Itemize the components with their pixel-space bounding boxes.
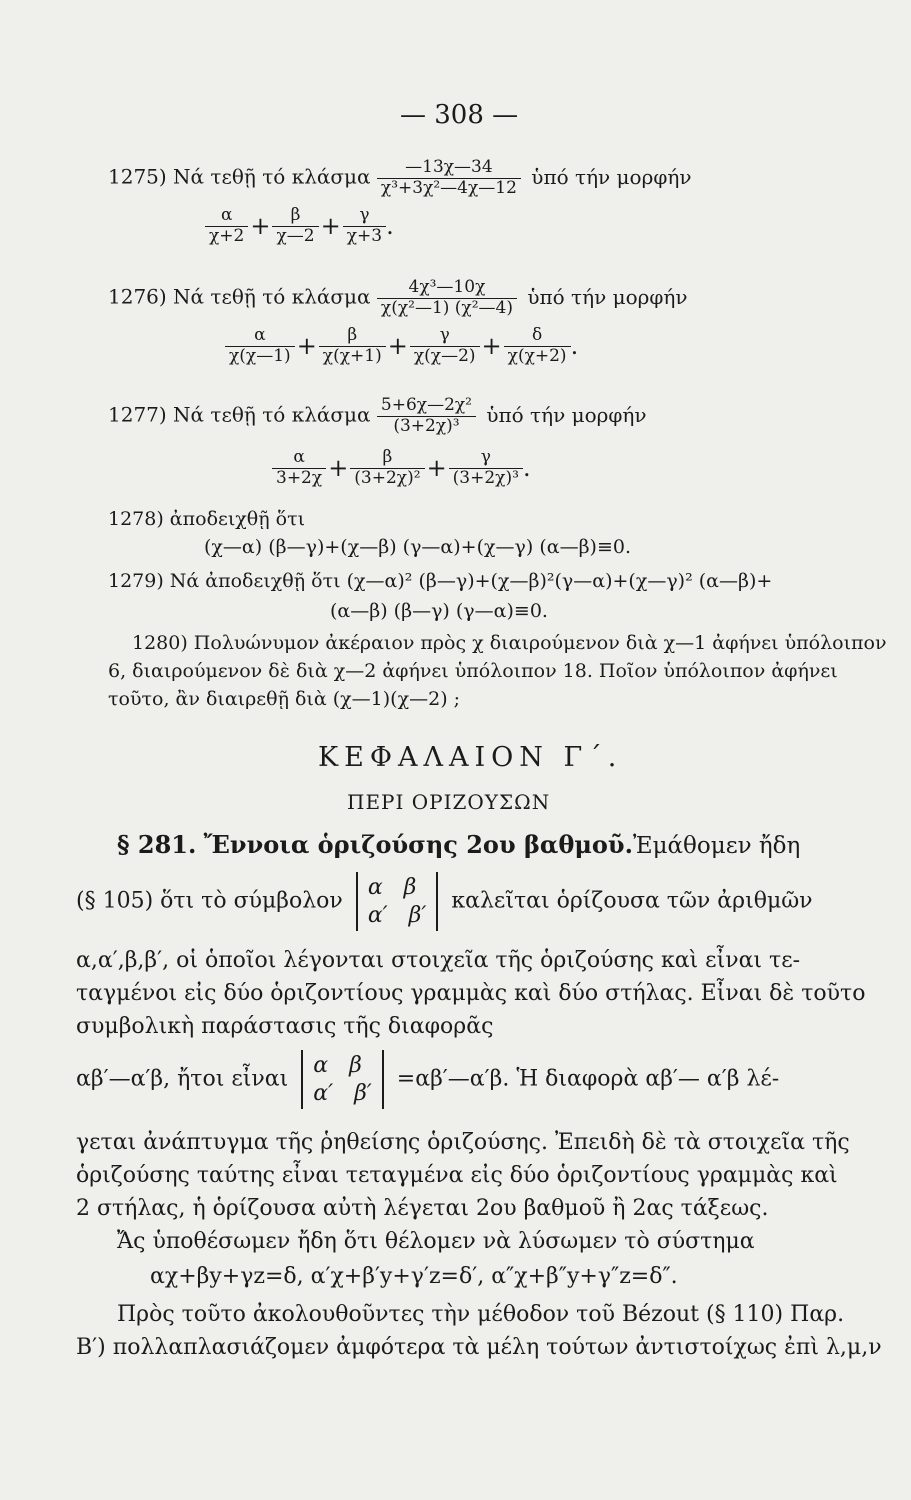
exercise-1278-label: 1278) ἀποδειχθῇ ὅτι bbox=[108, 508, 306, 530]
partial-fraction bbox=[272, 206, 318, 246]
fraction-denominator: χ³+3χ²—4χ—12 bbox=[377, 178, 521, 199]
section-heading-line bbox=[117, 830, 800, 859]
partial-fraction bbox=[272, 448, 326, 488]
section-line-determinant bbox=[76, 872, 813, 931]
partial-fraction bbox=[319, 326, 386, 366]
exercise-1276-suffix: ὑπό τήν μορφήν bbox=[527, 284, 688, 309]
page-number: — 308 — bbox=[400, 100, 519, 130]
plus-sign: + bbox=[250, 212, 271, 241]
fraction-numerator: —13χ—34 bbox=[405, 157, 493, 177]
plus-sign: + bbox=[296, 332, 317, 361]
plus-sign: + bbox=[481, 332, 502, 361]
fraction-numerator: 5+6χ—2χ² bbox=[380, 395, 472, 415]
section-line: 2 στήλας, ἡ ὁρίζουσα αὐτὴ λέγεται 2ου βαθμοῦ ἢ 2ας τάξεως. bbox=[76, 1196, 769, 1221]
exercise-1276-label: 1276) Νά τεθῇ τό κλάσμα bbox=[108, 284, 371, 309]
term-numerator: γ bbox=[439, 325, 450, 345]
section-line-rest: Ἐμάθομεν ἤδη bbox=[632, 833, 801, 859]
term-numerator: α bbox=[254, 325, 266, 345]
section-line: ὁριζούσης ταύτης εἶναι τεταγμένα εἰς δύο ὁριζοντίους γραμμὰς καὶ bbox=[76, 1163, 838, 1188]
determinant-symbol bbox=[301, 1050, 384, 1109]
equation-system: αχ+βy+γz=δ, α′χ+β′y+γ′z=δ′, α″χ+β″y+γ″z=δ″. bbox=[150, 1264, 678, 1289]
plus-sign: + bbox=[328, 454, 349, 483]
term-denominator: (3+2χ)³ bbox=[449, 468, 523, 489]
term-denominator: χ—2 bbox=[272, 226, 318, 247]
section-line: Πρὸς τοῦτο ἀκολουθοῦντες τὴν μέθοδον τοῦ Bézout (§ 110) Παρ. bbox=[117, 1302, 845, 1327]
exercise-1276-fraction bbox=[377, 278, 517, 318]
period: . bbox=[386, 212, 394, 241]
exercise-1278-formula: (χ—α) (β—γ)+(χ—β) (γ—α)+(χ—γ) (α—β)≡0. bbox=[204, 536, 632, 558]
partial-fraction bbox=[205, 206, 248, 246]
exercise-1275-suffix: ὑπό τήν μορφήν bbox=[531, 164, 692, 189]
partial-fraction bbox=[225, 326, 295, 366]
fraction-denominator: χ(χ²—1) (χ²—4) bbox=[377, 298, 517, 319]
term-denominator: χ(χ+1) bbox=[319, 346, 386, 367]
term-numerator: β bbox=[347, 325, 358, 345]
plus-sign: + bbox=[320, 212, 341, 241]
exercise-1279-label: 1279) Νά ἀποδειχθῇ ὅτι bbox=[108, 570, 341, 592]
exercise-1279-formula-1: (χ—α)² (β—γ)+(χ—β)²(γ—α)+(χ—γ)² (α—β)+ bbox=[346, 570, 773, 592]
partial-fraction bbox=[504, 326, 571, 366]
exercise-1277 bbox=[108, 396, 647, 436]
period: . bbox=[570, 332, 579, 361]
exercise-1277-form bbox=[272, 448, 531, 488]
exercise-1276 bbox=[108, 278, 688, 318]
section-line: Ἄς ὑποθέσωμεν ἤδη ὅτι θέλομεν νὰ λύσωμεν τὸ σύστημα bbox=[117, 1229, 755, 1254]
fraction-denominator: (3+2χ)³ bbox=[377, 416, 476, 437]
term-numerator: γ bbox=[480, 447, 491, 467]
term-numerator: γ bbox=[359, 205, 370, 225]
exercise-1275-form bbox=[205, 206, 394, 246]
section-line: συμβολικὴ παράστασις τῆς διαφορᾶς bbox=[76, 1014, 494, 1039]
partial-fraction bbox=[449, 448, 523, 488]
term-numerator: β bbox=[382, 447, 393, 467]
exercise-1279-formula-2: (α—β) (β—γ) (γ—α)≡0. bbox=[330, 600, 548, 622]
period: . bbox=[522, 454, 531, 483]
section-line: Β′) πολλαπλασιάζομεν ἀμφότερα τὰ μέλη τούτων ἀντιστοίχως ἐπὶ λ,μ,ν bbox=[76, 1335, 882, 1360]
term-numerator: β bbox=[290, 205, 301, 225]
plus-sign: + bbox=[426, 454, 447, 483]
term-denominator: χ+3 bbox=[343, 226, 386, 247]
determinant-row: α β bbox=[313, 1053, 362, 1078]
section-line-determinant bbox=[76, 1050, 779, 1109]
exercise-1277-fraction bbox=[377, 396, 476, 436]
section-line: γεται ἀνάπτυγμα τῆς ῥηθείσης ὁριζούσης. Ἐπειδὴ δὲ τὰ στοιχεῖα τῆς bbox=[76, 1130, 850, 1155]
exercise-1277-suffix: ὑπό τήν μορφήν bbox=[486, 402, 647, 427]
section-number: § 281. bbox=[117, 830, 197, 859]
exercise-1275-fraction bbox=[377, 158, 521, 198]
exercise-1280-line: 6, διαιρούμενον δὲ διὰ χ—2 ἀφήνει ὑπόλοιπον 18. Ποῖον ὑπόλοιπον ἀφήνει bbox=[108, 660, 838, 682]
term-denominator: χ(χ+2) bbox=[504, 346, 571, 367]
text-fragment: =αβ′—α′β. Ἡ διαφορὰ αβ′— α′β λέ- bbox=[396, 1066, 780, 1092]
partial-fraction bbox=[410, 326, 480, 366]
partial-fraction bbox=[343, 206, 386, 246]
determinant-row: α β bbox=[367, 875, 417, 900]
plus-sign: + bbox=[387, 332, 408, 361]
text-fragment: αβ′—α′β, ἤτοι εἶναι bbox=[76, 1066, 289, 1092]
term-denominator: 3+2χ bbox=[272, 468, 326, 489]
exercise-1275 bbox=[108, 158, 692, 198]
term-denominator: (3+2χ)² bbox=[350, 468, 424, 489]
exercise-1277-label: 1277) Νά τεθῇ τό κλάσμα bbox=[108, 402, 371, 427]
partial-fraction bbox=[350, 448, 424, 488]
section-line: α,α′,β,β′, οἱ ὁποῖοι λέγονται στοιχεῖα τῆς ὁριζούσης καὶ εἶναι τε- bbox=[76, 948, 801, 973]
term-denominator: χ(χ—1) bbox=[225, 346, 295, 367]
determinant-row: α′ β′ bbox=[367, 902, 427, 928]
exercise-1275-label: 1275) Νά τεθῇ τό κλάσμα bbox=[108, 164, 371, 189]
term-numerator: α bbox=[220, 205, 233, 225]
section-line: ταγμένοι εἰς δύο ὁριζοντίους γραμμὰς καὶ δύο στήλας. Εἶναι δὲ τοῦτο bbox=[76, 981, 866, 1006]
term-denominator: χ+2 bbox=[205, 226, 248, 247]
chapter-subtitle: ΠΕΡΙ ΟΡΙΖΟΥΣΩΝ bbox=[347, 790, 551, 814]
fraction-numerator: 4χ³—10χ bbox=[408, 277, 486, 297]
exercise-1280-line: τοῦτο, ἂν διαιρεθῇ διὰ (χ—1)(χ—2) ; bbox=[108, 688, 461, 710]
term-numerator: α bbox=[293, 447, 305, 467]
text-fragment: (§ 105) ὅτι τὸ σύμβολον bbox=[76, 888, 343, 914]
chapter-heading: ΚΕΦΑΛΑΙΟΝ Γ΄. bbox=[318, 742, 623, 773]
section-title: Ἔννοια ὁριζούσης 2ου βαθμοῦ. bbox=[203, 830, 633, 859]
text-fragment: καλεῖται ὁρίζουσα τῶν ἀριθμῶν bbox=[451, 888, 813, 914]
determinant-symbol bbox=[356, 872, 439, 931]
term-numerator: δ bbox=[531, 325, 543, 345]
term-denominator: χ(χ—2) bbox=[410, 346, 480, 367]
exercise-1276-form bbox=[225, 326, 578, 366]
exercise-1279 bbox=[108, 570, 772, 592]
determinant-row: α′ β′ bbox=[313, 1080, 372, 1106]
exercise-1280-line: 1280) Πολυώνυμον ἀκέραιον πρὸς χ διαιρούμενον διὰ χ—1 ἀφήνει ὑπόλοιπον bbox=[132, 632, 887, 654]
